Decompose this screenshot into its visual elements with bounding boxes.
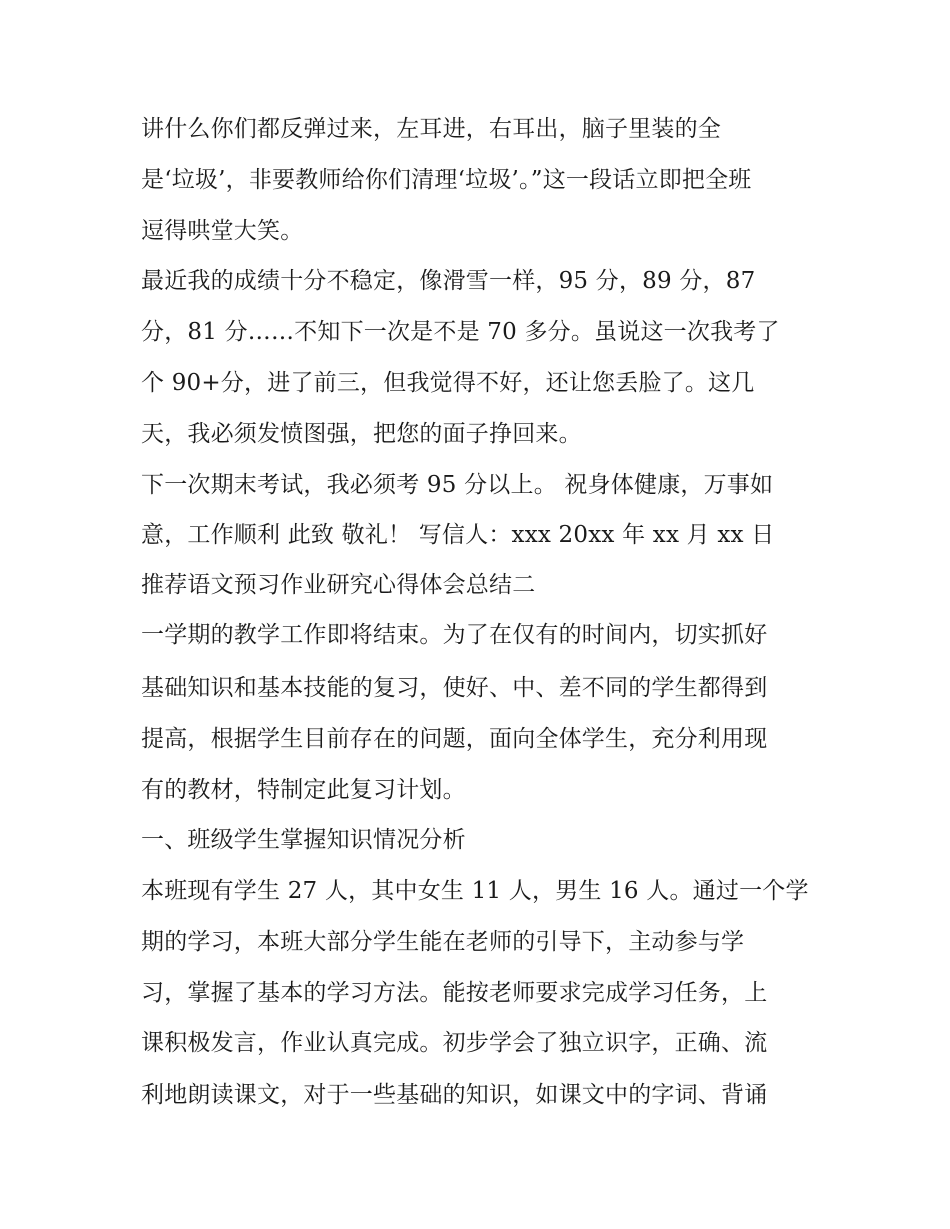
text-line: 逗得哄堂大笑。 <box>141 218 304 244</box>
text-line: 有的教材，特制定此复习计划。 <box>141 777 466 803</box>
text-line: 是‘垃圾’，非要教师给你们清理‘垃圾’。”这一段话立即把全班 <box>141 167 752 193</box>
text-line: 本班现有学生 27 人，其中女生 11 人，男生 16 人。通过一个学 <box>141 878 809 904</box>
text-line: 基础知识和基本技能的复习，使好、中、差不同的学生都得到 <box>141 675 768 701</box>
text-line: 课积极发言，作业认真完成。初步学会了独立识字，正确、流 <box>141 1030 768 1056</box>
text-line: 最近我的成绩十分不稳定，像滑雪一样，95 分，89 分，87 <box>141 268 756 294</box>
section-heading: 一、班级学生掌握知识情况分析 <box>141 827 466 853</box>
text-line: 天，我必须发愤图强，把您的面子挣回来。 <box>141 421 582 447</box>
text-line: 一学期的教学工作即将结束。为了在仅有的时间内，切实抓好 <box>141 622 768 648</box>
text-line: 分，81 分……不知下一次是不是 70 多分。虽说这一次我考了 <box>141 319 780 345</box>
text-line: 利地朗读课文，对于一些基础的知识，如课文中的字词、背诵 <box>141 1082 768 1108</box>
text-line: 意，工作顺利 此致 敬礼！ 写信人：xxx 20xx 年 xx 月 xx 日 <box>141 522 775 548</box>
text-line: 期的学习，本班大部分学生能在老师的引导下，主动参与学 <box>141 929 745 955</box>
text-line: 讲什么你们都反弹过来，左耳进，右耳出，脑子里装的全 <box>141 116 721 142</box>
text-line: 个 90+分，进了前三，但我觉得不好，还让您丢脸了。这几 <box>141 370 755 396</box>
text-line: 下一次期末考试，我必须考 95 分以上。 祝身体健康，万事如 <box>141 472 774 498</box>
section-title: 推荐语文预习作业研究心得体会总结二 <box>141 572 536 598</box>
text-line: 习，掌握了基本的学习方法。能按老师要求完成学习任务，上 <box>141 980 768 1006</box>
text-line: 提高，根据学生目前存在的问题，面向全体学生，充分利用现 <box>141 726 768 752</box>
